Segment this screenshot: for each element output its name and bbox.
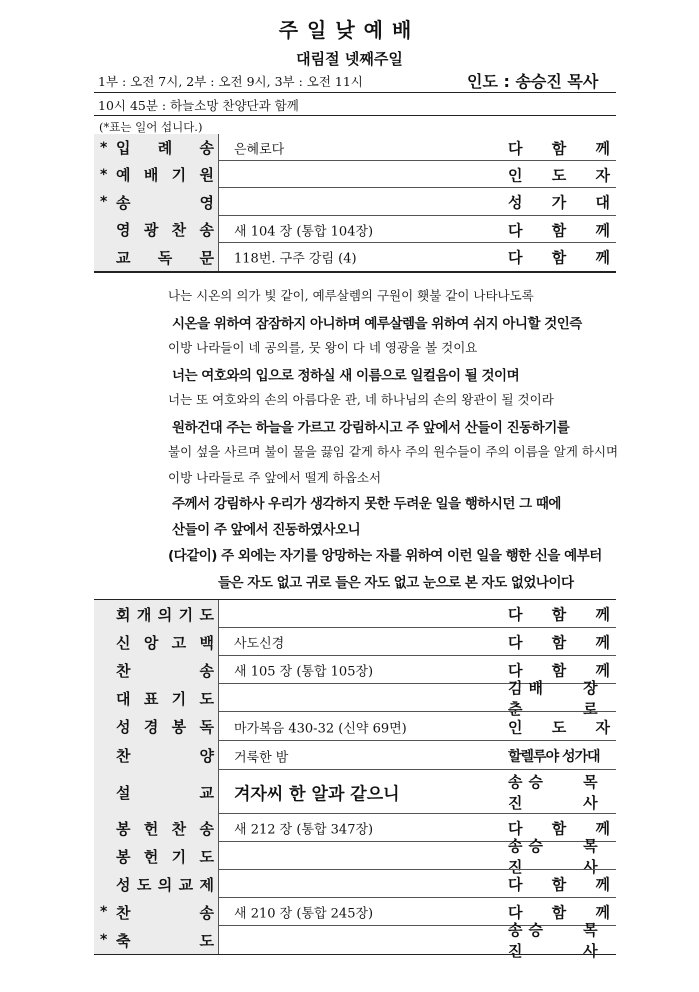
service-leader: 인도 : 송승진 목사 xyxy=(467,72,599,91)
column-divider xyxy=(218,628,219,656)
reading-line: 들은 자도 없고 귀로 들은 자도 없고 눈으로 본 자도 없었나이다 xyxy=(218,575,574,591)
service-row xyxy=(94,134,616,161)
reading-line: 시온을 위하여 잠잠하지 아니하며 예루살렘을 위하여 쉬지 아니할 것인즉 xyxy=(172,316,582,332)
service-item-label: 회 개 의 기 도 xyxy=(116,605,214,624)
service-item-content: 은혜로다 xyxy=(234,142,285,157)
service-item-content: 새 105 장 (통합 105장) xyxy=(234,664,374,680)
service-item-label: 찬 송 xyxy=(116,903,214,922)
service-item-content: 새 212 장 (통합 347장) xyxy=(234,822,374,838)
service-row xyxy=(94,243,616,271)
service-item-person: 다 함 께 xyxy=(508,875,610,894)
service-item-content: 118번. 구주 강림 (4) xyxy=(234,251,357,267)
service-row xyxy=(94,161,616,188)
page-subtitle: 대림절 넷째주일 xyxy=(296,50,403,68)
column-divider xyxy=(218,741,219,770)
service-item-person: 할렐루야 성가대 xyxy=(508,748,600,765)
column-divider xyxy=(218,898,219,926)
service-item-content: 새 104 장 (통합 104장) xyxy=(234,224,374,239)
service-item-label-cell xyxy=(94,842,218,870)
reading-line: 불이 섶을 사르며 불이 물을 끓임 같게 하사 주의 원수들이 주의 이름을 알게 하시며 xyxy=(168,444,619,459)
service-item-label: 봉 헌 기 도 xyxy=(116,847,214,866)
service-item-person: 송승진 목사 xyxy=(508,773,598,812)
service-item-person: 다 함 께 xyxy=(508,139,610,157)
service-item-label-cell xyxy=(94,712,218,741)
column-divider xyxy=(218,926,219,954)
service-item-label-cell xyxy=(94,216,218,243)
column-divider xyxy=(218,770,219,814)
service-item-label: 예 배 기 원 xyxy=(116,166,214,184)
service-item-content: 겨자씨 한 알과 같으니 xyxy=(234,784,400,805)
column-divider xyxy=(218,684,219,712)
service-item-person: 다 함 께 xyxy=(508,903,610,922)
service-item-label-cell xyxy=(94,243,218,271)
service-item-content: 사도신경 xyxy=(234,636,285,652)
reading-line: 나는 시온의 의가 빛 같이, 예루살렘의 구원이 횃불 같이 나타나도록 xyxy=(168,288,534,303)
standing-marker: * xyxy=(100,932,108,948)
service-item-person: 다 함 께 xyxy=(508,221,610,239)
column-divider xyxy=(218,870,219,898)
service-row xyxy=(94,679,616,718)
service-item-person: 인 도 자 xyxy=(508,718,610,736)
service-item-label: 교 독 문 xyxy=(116,248,214,267)
service-item-label-cell xyxy=(94,684,218,712)
service-item-content: 거룩한 밤 xyxy=(234,750,289,765)
service-times: 1부 : 오전 7시, 2부 : 오전 9시, 3부 : 오전 11시 xyxy=(98,74,363,89)
service-item-person: 다 함 께 xyxy=(508,661,610,680)
service-item-label: 찬 양 xyxy=(116,747,214,765)
service-item-label-cell xyxy=(94,926,218,954)
service-item-label: 영 광 찬 송 xyxy=(116,221,214,239)
service-item-label-cell xyxy=(94,188,218,216)
service-item-label: 신 앙 고 백 xyxy=(116,633,214,652)
service-item-label-cell xyxy=(94,870,218,898)
service-item-person: 다 함 께 xyxy=(508,248,610,267)
reading-line: 너는 여호와의 입으로 정하실 새 이름으로 일컬음이 될 것이며 xyxy=(172,368,520,384)
service-row xyxy=(94,741,616,770)
column-divider xyxy=(218,134,219,161)
reading-line: 산들이 주 앞에서 진동하였사오니 xyxy=(172,522,361,538)
service-item-label-cell xyxy=(94,628,218,656)
service-item-person: 송승진 목사 xyxy=(508,837,598,876)
column-divider xyxy=(218,842,219,870)
service-item-person: 성 가 대 xyxy=(508,193,610,212)
service-item-label-cell xyxy=(94,741,218,770)
service-item-person: 김배춘 장로 xyxy=(508,679,598,718)
service-row xyxy=(94,870,616,898)
standing-note: (*표는 일어 섭니다.) xyxy=(99,120,203,134)
choir-note: 10시 45분 : 하늘소망 찬양단과 함께 xyxy=(98,98,299,113)
service-item-label: 입 례 송 xyxy=(116,139,214,157)
column-divider xyxy=(218,712,219,741)
reading-line: 이방 나라들이 네 공의를, 뭇 왕이 다 네 영광을 볼 것이요 xyxy=(168,340,478,355)
service-item-label-cell xyxy=(94,814,218,842)
service-row xyxy=(94,837,616,876)
service-item-label-cell xyxy=(94,600,218,628)
service-row xyxy=(94,600,616,628)
service-item-label: 설 교 xyxy=(116,783,214,802)
column-divider xyxy=(218,814,219,842)
standing-marker: * xyxy=(100,139,108,156)
service-row xyxy=(94,921,616,960)
service-item-person: 인 도 자 xyxy=(508,166,610,184)
service-item-label: 축 도 xyxy=(116,931,214,950)
column-divider xyxy=(218,243,219,271)
service-row xyxy=(94,188,616,216)
service-row xyxy=(94,712,616,741)
service-item-person: 송승진 목사 xyxy=(508,921,598,960)
standing-marker: * xyxy=(100,904,108,920)
service-item-content: 마가복음 430-32 (신약 69면) xyxy=(234,721,407,736)
service-item-person: 다 함 께 xyxy=(508,633,610,652)
standing-marker: * xyxy=(100,194,108,210)
service-item-label: 대 표 기 도 xyxy=(116,689,214,708)
divider xyxy=(94,954,616,955)
column-divider xyxy=(218,216,219,243)
column-divider xyxy=(218,600,219,628)
reading-line: (다같이) 주 외에는 자기를 앙망하는 자를 위하여 이런 일을 행한 신을 예부터 xyxy=(168,548,602,564)
service-row xyxy=(94,628,616,656)
reading-line: 이방 나라들로 주 앞에서 떨게 하옵소서 xyxy=(168,470,382,485)
service-item-label: 송 영 xyxy=(116,193,214,212)
service-item-label: 찬 송 xyxy=(116,661,214,680)
service-item-label-cell xyxy=(94,134,218,161)
service-item-label: 성 도 의 교 제 xyxy=(116,875,214,894)
column-divider xyxy=(218,161,219,188)
service-item-person: 다 함 께 xyxy=(508,605,610,624)
divider xyxy=(94,272,616,273)
service-row xyxy=(94,770,616,814)
service-item-content: 새 210 장 (통합 245장) xyxy=(234,906,374,922)
column-divider xyxy=(218,656,219,684)
divider xyxy=(94,115,616,116)
standing-marker: * xyxy=(100,166,108,183)
column-divider xyxy=(218,188,219,216)
service-item-label-cell xyxy=(94,161,218,188)
page-title: 주일낮예배 xyxy=(278,18,421,42)
divider xyxy=(94,92,616,93)
service-row xyxy=(94,216,616,243)
service-item-label-cell xyxy=(94,656,218,684)
service-item-label-cell xyxy=(94,770,218,814)
service-item-label: 봉 헌 찬 송 xyxy=(116,819,214,838)
service-item-person: 다 함 께 xyxy=(508,819,610,838)
service-item-label: 성 경 봉 독 xyxy=(116,718,214,736)
reading-line: 주께서 강림하사 우리가 생각하지 못한 두려운 일을 행하시던 그 때에 xyxy=(172,496,561,512)
reading-line: 원하건대 주는 하늘을 가르고 강림하시고 주 앞에서 산들이 진동하기를 xyxy=(172,420,570,436)
reading-line: 너는 또 여호와의 손의 아름다운 관, 네 하나님의 손의 왕관이 될 것이라 xyxy=(168,392,554,407)
service-item-label-cell xyxy=(94,898,218,926)
